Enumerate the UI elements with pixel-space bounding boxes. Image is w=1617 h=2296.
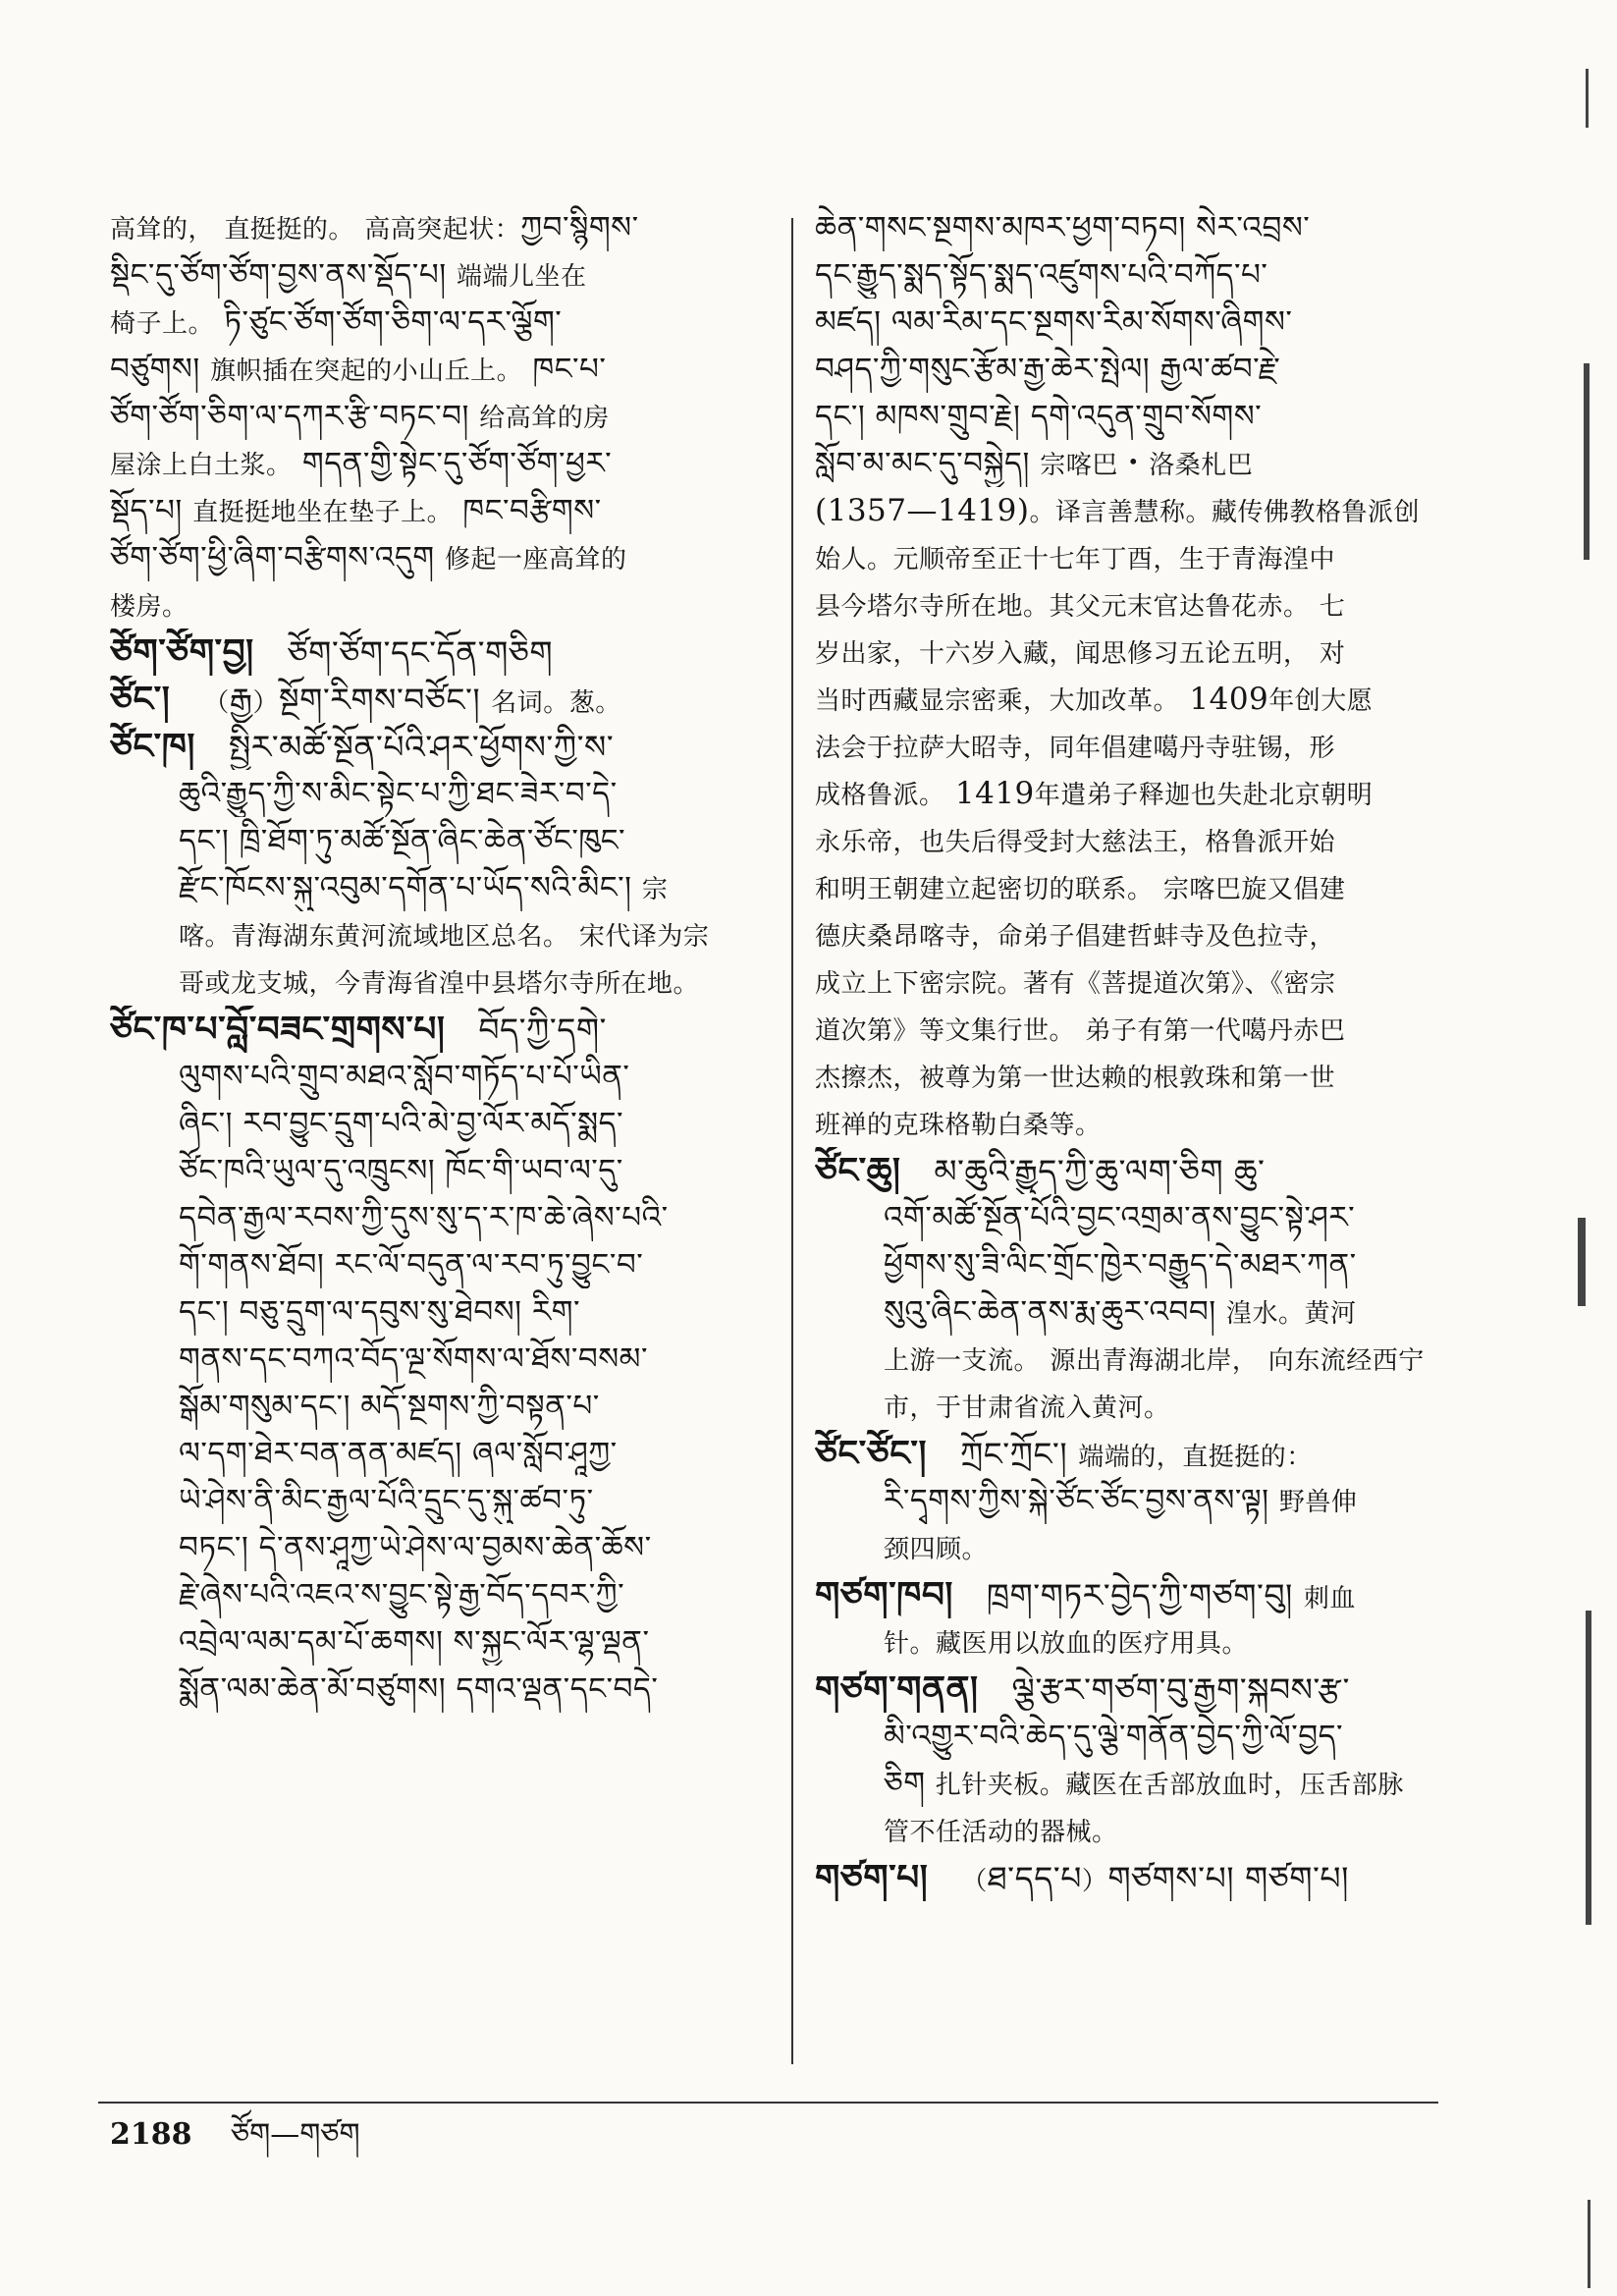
entry-line: 班禅的克珠格勒白桑等。 [815,1111,1102,1140]
entry-line: 道次第》等文集行世。 弟子有第一代噶丹赤巴 [815,1016,1346,1046]
entry-line: 市，于甘肃省流入黄河。 [884,1394,1170,1423]
entry-line: མཛད། ལམ་རིམ་དང་སྔགས་རིམ་སོགས་ཞིགས་ [815,304,1293,340]
right-entry [815,204,1443,1147]
entry-line: ལ་དག་ཐེར་བན་ནན་མཛད། ཞལ་སློབ་ཤཱཀྱ་ [179,1436,618,1471]
entry-line: ཀྲོང་ཀྲོང་། 端端的，直挺挺的： [959,1435,1313,1473]
entry-line: 高耸的， 直挺挺的。 高高突起状：ཀྱབ་སྙིགས་ [110,210,639,246]
footer-rule [98,2102,1438,2104]
entry-line: 当时西藏显宗密乘，大加改革。 1409年创大愿 [815,682,1374,717]
entry-line: ཙོག་ཙོག་ཕྱི་ཞིག་བརྩིགས་འདུག 修起一座高耸的 [110,540,627,575]
entry-line: བཙུགས། 旗帜插在突起的小山丘上。 ཁང་པ་ [110,352,607,387]
entry-line: དང་། བཅུ་དྲུག་ལ་དབུས་སུ་ཐེབས། རིག་ [179,1294,581,1330]
right-entry [815,1666,1443,1854]
entry-line: བོད་ཀྱི་དགེ་ [478,1011,607,1049]
entry-line: དང་། ཁྲི་ཐོག་ཏུ་མཚོ་སྔོན་ཞིང་ཆེན་ཙོང་ཁུང་ [179,823,626,858]
entry-line: （རྒྱ）སྔོག་རིགས་བཙོང་། 名词。葱。 [203,681,621,719]
entry-line: གནས་དང་བཀའ་བོད་ལྔ་སོགས་ལ་ཐོས་བསམ་ [179,1341,648,1377]
entry-line: 屋涂上白土浆。 གདན་གྱི་སྟེང་དུ་ཙོག་ཙོག་ཕྱར་ [110,446,613,481]
entry-line: （ཐ་དད་པ）གཙགས་པ། གཙག་པ། [961,1859,1349,1897]
entry-line: ལུགས་པའི་གྲུབ་མཐའ་སློབ་གཏོད་པ་པོ་ཡིན་ [179,1059,630,1094]
entry-line: སྒོམ་གསུམ་དང་། མདོ་སྔགས་ཀྱི་བསྟན་པ་ [179,1389,600,1424]
entry-line: ཅིག 扎针夹板。藏医在舌部放血时，压舌部脉 [884,1766,1404,1801]
entry-line: 法会于拉萨大昭寺，同年倡建噶丹寺驻锡，形 [815,734,1336,763]
entry-line: 喀。青海湖东黄河流域地区总名。 宋代译为宗 [179,922,710,952]
headword: གཙག་པ། [815,1857,929,1898]
right-entry [815,1571,1443,1666]
entry-line: ཕྱོགས་སུ་ཟི་ལིང་གྲོང་ཁྱེར་བརྒྱུད་དེ་མཐར་ཀན་ [884,1247,1357,1283]
page-range: ཙོག—གཙག [231,2117,360,2152]
entry-line: ཙོག་ཙོག་དང་དོན་གཅིག [287,633,554,672]
left-column [110,204,782,1713]
headword: གཙག་ཁབ། [815,1574,953,1615]
entry-line: ལྕེ་རྩར་གཙག་བུ་རྒྱག་སྐབས་རྩ་ [1011,1670,1350,1709]
right-entry [815,1854,1443,1901]
right-entry [815,1147,1443,1430]
headword: ཙོང་ཆུ། [815,1150,901,1191]
scan-edge-marks [1548,0,1617,2296]
entry-line: ཁྲག་གཏར་བྱེད་ཀྱི་གཙག་བུ། 刺血 [986,1576,1356,1614]
entry-line: 永乐帝，也失后得受封大慈法王，格鲁派开始 [815,828,1336,857]
entry-line: 上游一支流。 源出青海湖北岸， 向东流经西宁 [884,1346,1425,1376]
entry-line: 县今塔尔寺所在地。其父元末官达鲁花赤。 七 [815,592,1346,622]
entry-line: རྫོང་ཁོངས་སྐུ་འབུམ་དགོན་པ་ཡོད་སའི་མིང་། 宗 [179,870,669,905]
right-column [815,204,1443,1901]
left-entry [110,1006,782,1713]
entry-line: 管不任活动的器械。 [884,1818,1118,1847]
entry-line: སྤྱིར་མཚོ་སྔོན་པོའི་ཤར་ཕྱོགས་ཀྱི་ས་ [228,728,615,766]
entry-line: 椅子上。 ཏི་ཙུང་ཙོག་ཙོག་ཅིག་ལ་དར་ལྕོག་ [110,304,563,340]
entry-line: 楼房。 [110,592,189,622]
entry-line: དབེན་རྒྱལ་རབས་ཀྱི་དུས་སུ་ད་ར་ཁ་ཆེ་ཞེས་པའི་ [179,1200,669,1235]
entry-line: ཞིང་། རབ་བྱུང་དྲུག་པའི་མེ་བྱ་ལོར་མདོ་སྨད་ [179,1106,624,1141]
left-entry [110,629,782,676]
entry-line: 颈四顾。 [884,1535,989,1564]
entry-line: 始人。元顺帝至正十七年丁酉，生于青海湟中 [815,545,1336,574]
entry-line: 哥或龙支城，今青海省湟中县塔尔寺所在地。 [179,969,700,999]
entry-line: (1357—1419)。译言善慧称。藏传佛教格鲁派创 [815,493,1420,528]
entry-line: ཙོང་ཁའི་ཡུལ་དུ་འཁྲུངས། ཁོང་གི་ཡབ་ལ་དུ་ [179,1153,623,1188]
headword: ཙོང་ཁ་པ་བློ་བཟང་གྲགས་པ། [110,1009,446,1050]
entry-line: མ་ཆུའི་རྒྱུད་ཀྱི་ཆུ་ལག་ཅིག ཆུ་ [934,1152,1266,1190]
entry-line: བཏང་། དེ་ནས་ཤཱཀྱ་ཡེ་ཤེས་ལ་བྱམས་ཆེན་ཆོས་ [179,1530,652,1565]
entry-line: སྡོད་པ། 直挺挺地坐在垫子上。 ཁང་བརྩིགས་ [110,493,602,528]
entry-line: སློབ་མ་མང་དུ་བསྐྱེད། 宗喀巴・洛桑札巴 [815,446,1254,481]
entry-line: ཆུའི་རྒྱུད་ཀྱི་ས་མིང་སྟེང་པ་ཀྱི་ཐང་ཟེར་བ་དེ་ [179,776,618,811]
entry-line: སྨོན་ལམ་ཆེན་མོ་བཙུགས། དགའ་ལྡན་དང་བདེ་ [179,1671,659,1707]
entry-line: འགོ་མཚོ་སྔོན་པོའི་བྱང་འགྲམ་ནས་བྱུང་སྟེ་ཤར་ [884,1200,1356,1235]
left-entry [110,204,782,629]
entry-line: བཤད་ཀྱི་གསུང་རྩོམ་རྒྱ་ཆེར་སྤེལ། རྒྱལ་ཚབ་རྗེ་ [815,352,1281,387]
entry-line: རི་དྭགས་ཀྱིས་སྐེ་ཙོང་ཙོང་བྱས་ནས་ལྟ། 野兽伸 [884,1483,1358,1518]
right-entry [815,1430,1443,1571]
entry-line: སྡིང་དུ་ཙོག་ཙོག་བྱས་ནས་སྡོད་པ། 端端儿坐在 [110,257,587,293]
entry-line: 成格鲁派。 1419年遣弟子释迦也失赴北京朝明 [815,776,1374,811]
page-number: 2188 [110,2117,192,2152]
entry-line: རྗེ་ཞེས་པའི་འཇའ་ས་བྱུང་སྟེ་རྒྱ་བོད་དབར་ཀྱི་ [179,1577,625,1613]
entry-line: ཆེན་གསང་སྔགས་མཁར་ཕྱག་བཏབ། སེར་འབྲས་ [815,210,1311,246]
entry-line: སུའུ་ཞིང་ཆེན་ནས་རྨ་ཆུར་འབབ། 湟水。黄河 [884,1294,1357,1330]
headword: ཙོང་ཁ། [110,726,195,767]
entry-line: 德庆桑昂喀寺，命弟子倡建哲蚌寺及色拉寺， [815,922,1336,952]
entry-line: 针。藏医用以放血的医疗用具。 [884,1629,1249,1659]
headword: གཙག་གནན། [815,1668,979,1710]
entry-line: 和明王朝建立起密切的联系。 宗喀巴旋又倡建 [815,875,1346,904]
entry-line: དང་རྒྱུད་སྨད་སྟོད་སྨད་འཛུགས་པའི་བཀོད་པ་ [815,257,1268,293]
entry-line: མི་འགྱུར་བའི་ཆེད་དུ་ལྕེ་གནོན་བྱེད་ཀྱི་ལོ་བྱད་ [884,1719,1344,1754]
entry-line: ཙོག་ཙོག་ཅིག་ལ་དཀར་རྩི་བཏང་བ། 给高耸的房 [110,399,610,434]
entry-line: 岁出家，十六岁入藏，闻思修习五论五明， 对 [815,639,1346,669]
headword: ཙོག་ཙོག་བྱ། [110,631,254,673]
entry-line: དང་། མཁས་གྲུབ་རྗེ། དགེ་འདུན་གྲུབ་སོགས་ [815,399,1263,434]
headword: ཙོང་། [110,679,171,720]
entry-line: འབྲེལ་ལམ་དམ་པོ་ཆགས། ས་སྐྱང་ལོར་ལྷ་ལྡན་ [179,1624,650,1660]
entry-line: ཡེ་ཤེས་ནི་མིང་རྒྱལ་པོའི་དྲུང་དུ་སྐུ་ཚབ་ཏུ་ [179,1483,594,1518]
column-divider [791,218,793,2064]
entry-line: གོ་གནས་ཐོབ། རང་ལོ་བདུན་ལ་རབ་ཏུ་བྱུང་བ་ [179,1247,644,1283]
headword: ཙོང་ཙོང་། [815,1433,927,1474]
page-footer [110,2111,360,2159]
entry-line: 成立上下密宗院。著有《菩提道次第》、《密宗 [815,969,1336,999]
left-entry [110,676,782,723]
left-entry [110,723,782,1006]
entry-line: 杰擦杰，被尊为第一世达赖的根敦珠和第一世 [815,1064,1336,1093]
